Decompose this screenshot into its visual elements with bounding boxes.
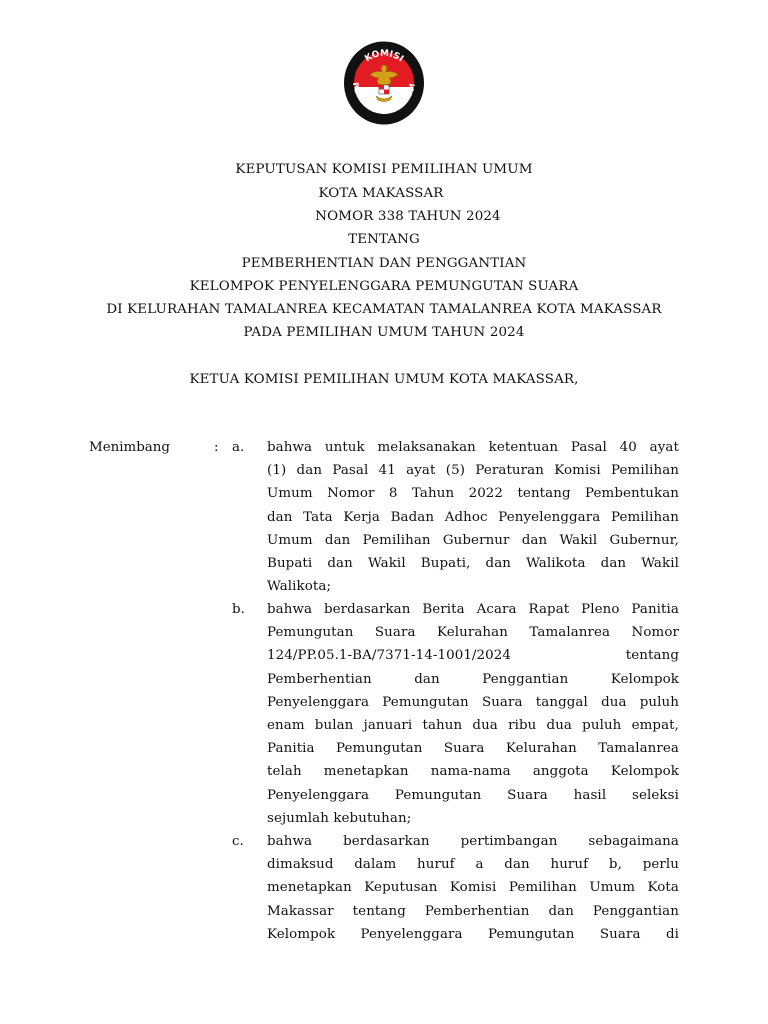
item-b-line: Penyelenggara Pemungutan Suara hasil seleksi (267, 787, 679, 803)
logo-bottom-text: PEMILIHAN UMUM (350, 81, 418, 115)
heading-line-7: DI KELURAHAN TAMALANREA KECAMATAN TAMALANREA KOTA MAKASSAR (106, 302, 662, 317)
item-a-line: Walikota; (267, 579, 332, 595)
item-c-line: dimaksud dalam huruf a dan huruf b, perlu (267, 857, 679, 873)
heading-line-6: KELOMPOK PENYELENGGARA PEMUNGUTAN SUARA (189, 279, 579, 294)
heading-line-1: KEPUTUSAN KOMISI PEMILIHAN UMUM (235, 162, 533, 177)
heading-line-5: PEMBERHENTIAN DAN PENGGANTIAN (241, 256, 527, 271)
item-b-text (267, 598, 679, 830)
item-b-line: Pemungutan Suara Kelurahan Tamalanrea Nomor (267, 625, 679, 641)
item-b-line: bahwa berdasarkan Berita Acara Rapat Pleno Panitia (267, 602, 679, 617)
kpu-logo (343, 41, 425, 125)
item-b-line: sejumlah kebutuhan; (267, 810, 412, 826)
item-a-line: Bupati dan Wakil Bupati, dan Walikota dan Wakil (267, 555, 679, 571)
item-a-line: Umum Nomor 8 Tahun 2022 tentang Pembentukan (267, 486, 679, 502)
item-a-text (267, 436, 679, 598)
item-c-line: menetapkan Keputusan Komisi Pemilihan Umum Kota (267, 880, 679, 896)
considering-colon: : (214, 440, 219, 455)
item-a-line: (1) dan Pasal 41 ayat (5) Peraturan Komisi Pemilihan (267, 463, 679, 479)
heading-line-4: TENTANG (348, 232, 420, 247)
item-b-line: Penyelenggara Pemungutan Suara tanggal dua puluh (267, 694, 679, 710)
item-a-line: bahwa untuk melaksanakan ketentuan Pasal 40 ayat (267, 440, 679, 455)
item-b-line: Panitia Pemungutan Suara Kelurahan Tamalanrea (267, 741, 679, 757)
item-c-text (267, 830, 679, 946)
item-b-marker: b. (232, 602, 245, 617)
item-c-marker: c. (232, 834, 244, 849)
item-b-line: telah menetapkan nama-nama anggota Kelompok (267, 764, 679, 780)
issuer-line: KETUA KOMISI PEMILIHAN UMUM KOTA MAKASSAR, (189, 372, 579, 387)
item-c-line: bahwa berdasarkan pertimbangan sebagaimana (267, 834, 679, 849)
item-a-marker: a. (232, 440, 245, 455)
item-a-line: Umum dan Pemilihan Gubernur dan Wakil Gubernur, (267, 532, 679, 548)
item-b-line: enam bulan januari tahun dua ribu dua puluh empat, (267, 717, 679, 733)
item-c-line: Makassar tentang Pemberhentian dan Penggantian (267, 903, 679, 919)
item-c-line: Kelompok Penyelenggara Pemungutan Suara di (267, 926, 679, 942)
considering-label: Menimbang (89, 440, 170, 455)
item-b-line: 124/PP.05.1-BA/7371-14-1001/2024 tentang (267, 648, 679, 664)
item-a-line: dan Tata Kerja Badan Adhoc Penyelenggara Pemilihan (267, 509, 679, 525)
heading-line-8: PADA PEMILIHAN UMUM TAHUN 2024 (243, 325, 525, 340)
heading-line-2: KOTA MAKASSAR (318, 186, 444, 201)
item-b-line: Pemberhentian dan Penggantian Kelompok (267, 671, 679, 687)
heading-line-3: NOMOR 338 TAHUN 2024 (315, 209, 501, 224)
logo-top-text: KOMISI (363, 48, 405, 65)
